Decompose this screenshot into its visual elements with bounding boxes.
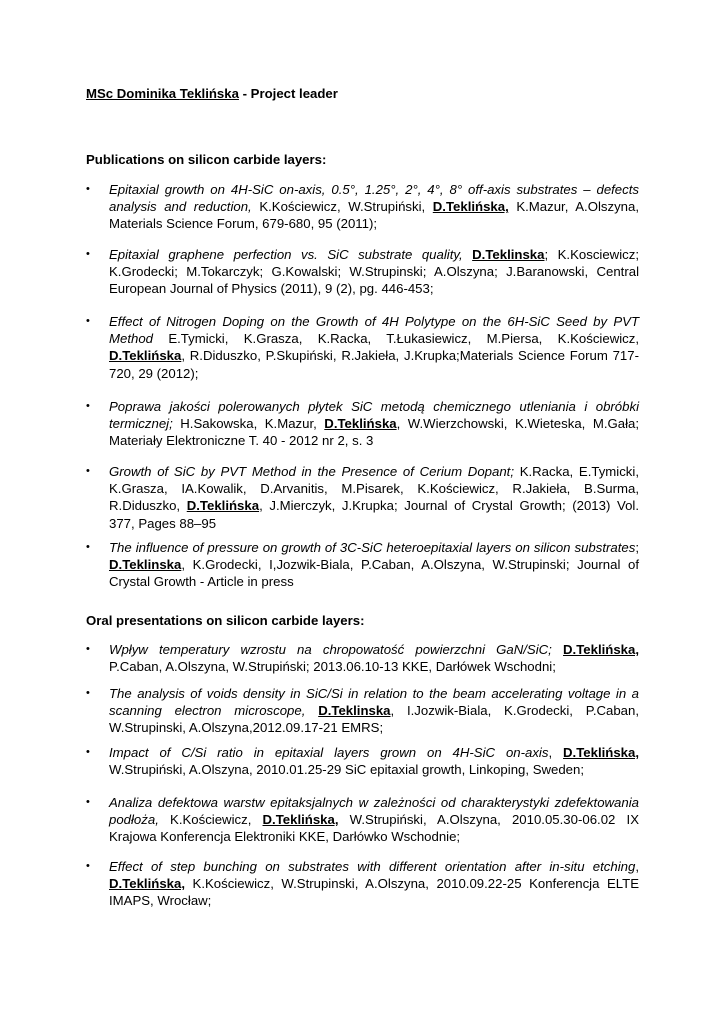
presentation-entry: [109, 685, 639, 737]
publication-details: ; K.Kosciewicz; K.Grodecki; M.Tokarczyk; G.Kowalski; W.Strupinski; A.Olszyna; J.Baranowski, Central European Journal of Physics (2011), 9 (2), pg. 446-453;: [109, 247, 639, 297]
oral-presentations-heading: Oral presentations on silicon carbide layers:: [86, 613, 365, 628]
presentation-item: [86, 744, 639, 778]
publication-entry: [109, 313, 639, 382]
publication-entry: [109, 539, 639, 591]
presentation-authors-before: [305, 703, 318, 718]
bullet-icon: •: [86, 183, 90, 195]
bullet-icon: •: [86, 860, 90, 872]
publication-details: , R.Diduszko, P.Skupiński, R.Jakieła, J.Krupka;Materials Science Forum 717-720, 29 (2012);: [109, 348, 639, 381]
highlighted-author: D.Teklińska,: [432, 199, 509, 215]
publication-title: Epitaxial growth on 4H-SiC on-axis, 0.5°, 1.25°, 2°, 4°, 8° off-axis substrates – defects analysis and reduction,: [109, 182, 639, 215]
highlighted-author: D.Teklinska: [318, 703, 391, 719]
publication-authors-before: K.Racka, E.Tymicki, K.Grasza, IA.Kowalik, D.Arvanitis, M.Pisarek, K.Kościewicz, R.Jakieła, B.Surma, R.Diduszko,: [109, 464, 639, 514]
bullet-icon: •: [86, 315, 90, 327]
highlighted-author: D.Teklinska: [472, 247, 545, 262]
presentation-item: [86, 858, 639, 910]
bullet-icon: •: [86, 687, 90, 699]
highlighted-author: D.Teklińska: [186, 498, 260, 514]
presentation-entry: [109, 641, 639, 675]
presentation-details: P.Caban, A.Olszyna, W.Strupiński; 2013.06.10-13 KKE, Darłówek Wschodni;: [109, 659, 556, 675]
highlighted-author: D.Teklińska,: [563, 642, 639, 657]
presentation-item: [86, 794, 639, 846]
presentation-title: Wpływ temperatury wzrostu na chropowatość powierzchni GaN/SiC;: [109, 642, 552, 657]
page-title: [86, 85, 338, 102]
author-role: Project leader: [250, 86, 338, 101]
bullet-icon: •: [86, 248, 90, 260]
presentation-title: Analiza defektowa warstw epitaksjalnych w zależności od charakterystyki zdefektowania podłoża,: [109, 795, 639, 828]
publication-entry: [109, 398, 639, 450]
bullet-icon: •: [86, 643, 90, 655]
highlighted-author: D.Teklińska: [109, 348, 182, 364]
author-name: MSc Dominika Teklińska: [86, 86, 239, 101]
presentation-authors-before: ,: [548, 745, 564, 760]
publication-details: K.Mazur, A.Olszyna, Materials Science Forum, 679-680, 95 (2011);: [109, 199, 639, 232]
highlighted-author: D.Teklińska,: [563, 745, 640, 760]
publication-details: , K.Grodecki, I,Jozwik-Biala, P.Caban, A.Olszyna, W.Strupinski; Journal of Crystal Growth - Article in press: [109, 557, 639, 590]
presentation-title: The analysis of voids density in SiC/Si in relation to the beam accelerating voltage in a scanning electron microscope,: [109, 686, 639, 719]
publication-authors-before: ;: [635, 540, 639, 555]
bullet-icon: •: [86, 541, 90, 553]
publications-heading: Publications on silicon carbide layers:: [86, 152, 327, 167]
publication-authors-before: K.Kościewicz, W.Strupiński,: [251, 199, 433, 215]
publication-title: Growth of SiC by PVT Method in the Presence of Cerium Dopant;: [109, 464, 514, 479]
highlighted-author: D.Teklińska,: [262, 812, 339, 828]
publication-item: [86, 463, 639, 532]
presentation-authors-before: K.Kościewicz,: [158, 812, 263, 828]
publication-entry: [109, 463, 639, 532]
bullet-icon: •: [86, 746, 90, 758]
presentation-entry: [109, 858, 639, 910]
bullet-icon: •: [86, 465, 90, 477]
publication-title: Epitaxial graphene perfection vs. SiC substrate quality,: [109, 247, 463, 262]
presentation-title: Impact of C/Si ratio in epitaxial layers grown on 4H-SiC on-axis: [109, 745, 549, 760]
presentation-details: W.Strupiński, A.Olszyna, 2010.05.30-06.02 IX Krajowa Konferencja Elektroniki KKE, Darłówko Wschodnie;: [109, 812, 639, 845]
title-separator: -: [238, 86, 251, 101]
highlighted-author: D.Teklińska,: [109, 876, 185, 892]
presentation-authors-before: [552, 642, 563, 657]
presentation-details: K.Kościewicz, W.Strupinski, A.Olszyna, 2010.09.22-25 Konferencja ELTE IMAPS, Wrocław;: [109, 876, 639, 909]
publication-entry: [109, 246, 639, 298]
publication-title: The influence of pressure on growth of 3C-SiC heteroepitaxial layers on silicon substrates: [109, 540, 636, 555]
presentation-item: [86, 641, 639, 675]
highlighted-author: D.Teklińska: [324, 416, 397, 432]
publication-authors-before: H.Sakowska, K.Mazur,: [172, 416, 325, 432]
publication-item: [86, 313, 639, 382]
publication-authors-before: E.Tymicki, K.Grasza, K.Racka, T.Łukasiewicz, M.Piersa, K.Kościewicz,: [153, 331, 639, 347]
publication-entry: [109, 181, 639, 233]
presentation-details: W.Strupiński, A.Olszyna, 2010.01.25-29 SiC epitaxial growth, Linkoping, Sweden;: [109, 762, 585, 778]
bullet-icon: •: [86, 400, 90, 412]
bullet-icon: •: [86, 796, 90, 808]
publication-item: [86, 398, 639, 450]
presentation-authors-before: ,: [635, 859, 639, 874]
presentation-details: , I.Jozwik-Biala, K.Grodecki, P.Caban, W.Strupinski, A.Olszyna,2012.09.17-21 EMRS;: [109, 703, 640, 736]
publication-details: , J.Mierczyk, J.Krupka; Journal of Crystal Growth; (2013) Vol. 377, Pages 88–95: [109, 498, 639, 531]
publication-item: [86, 181, 639, 233]
publication-title: Effect of Nitrogen Doping on the Growth of 4H Polytype on the 6H-SiC Seed by PVT Method: [109, 314, 639, 347]
publication-title: Poprawa jakości polerowanych płytek SiC metodą chemicznego utleniania i obróbki termicznej;: [109, 399, 639, 432]
presentation-title: Effect of step bunching on substrates with different orientation after in-situ etching: [109, 859, 636, 874]
publication-authors-before: [463, 247, 473, 262]
highlighted-author: D.Teklinska: [109, 557, 182, 573]
publication-item: [86, 539, 639, 591]
presentation-item: [86, 685, 639, 737]
presentation-entry: [109, 744, 639, 778]
publication-details: , W.Wierzchowski, K.Wieteska, M.Gała; Materiały Elektroniczne T. 40 - 2012 nr 2, s. 3: [109, 416, 639, 449]
presentation-entry: [109, 794, 639, 846]
publication-item: [86, 246, 639, 298]
